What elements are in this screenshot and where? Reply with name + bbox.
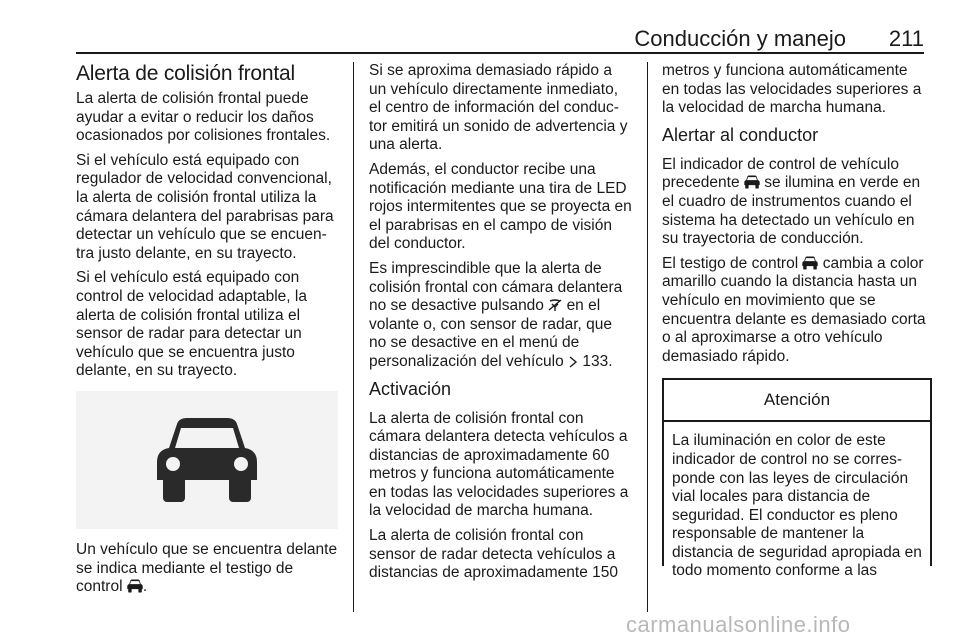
paragraph: El testigo de control cambia a color amarillo cuando la distancia hasta un vehículo en movimiento que se encuentra delante es demasiado corta o al aproximarse a otro vehículo demasiado rápido.	[662, 254, 926, 365]
warning-title: Atención	[664, 380, 930, 422]
vehicle-ahead-icon	[744, 175, 760, 189]
paragraph: La alerta de colisión frontal con cámara delantera detecta vehículos a distancias de aproximadamente 60 metros y funciona automáticamente en todas las velocidades superiores a la velocidad de marcha humana.	[369, 409, 629, 520]
steering-button-icon	[548, 298, 562, 312]
paragraph: Si se aproxima demasiado rápido a un vehículo directamente inmediato, el centro de información del conduc- tor emitirá un sonido de advertencia y una alerta.	[369, 62, 628, 154]
page-reference[interactable]: 133.	[582, 352, 613, 370]
vehicle-ahead-figure	[76, 391, 338, 529]
paragraph: La alerta de colisión frontal puede ayudar a evitar o reducir los daños ocasionados por colisiones frontales.	[76, 90, 331, 145]
paragraph: Si el vehículo está equipado con control de velocidad adaptable, la alerta de colisión frontal utiliza el sensor de radar para detectar un vehículo que se encuentra justo delante, en su trayecto.	[76, 269, 307, 380]
subheading-alert-driver: Alertar al conductor	[662, 124, 819, 145]
column-2	[369, 62, 633, 589]
warning-box	[662, 378, 932, 580]
column-3	[662, 62, 928, 580]
paragraph: Además, el conductor recibe una notificación mediante una tira de LED rojos intermitentes que se proyecta en el parabrisas en el campo de visión del conductor.	[369, 160, 632, 253]
paragraph: Si el vehículo está equipado con regulador de velocidad convencional, la alerta de colisión frontal utiliza la cámara delantera del parabrisas para detectar un vehículo que se encuen- tra justo delante, en su trayecto.	[76, 151, 334, 262]
paragraph: El indicador de control de vehículo precedente se ilumina en verde en el cuadro de instrumentos cuando el sistema ha detectado un vehículo en su trayectoria de conducción.	[662, 155, 921, 248]
vehicle-ahead-icon	[155, 416, 259, 504]
column-1	[76, 62, 340, 603]
paragraph: La alerta de colisión frontal con sensor de radar detecta vehículos a distancias de aproximadamente 150	[369, 527, 619, 582]
paragraph: metros y funciona automáticamente en todas las velocidades superiores a la velocidad de marcha humana.	[662, 62, 922, 117]
section-title: Conducción y manejo	[634, 26, 846, 51]
paragraph: Es imprescindible que la alerta de colisión frontal con cámara delantera no se desactive pulsando en el volante o, con sensor de radar, que no se desactive en el menú de personalización del vehículo 133.	[369, 259, 623, 370]
vehicle-ahead-icon	[127, 579, 143, 593]
page-header	[76, 26, 924, 52]
article-title: Alerta de colisión frontal	[76, 62, 295, 85]
column-divider-1	[353, 62, 354, 612]
page-number: 211	[888, 26, 924, 51]
vehicle-ahead-icon	[802, 256, 818, 270]
watermark: carmanualsonline.info	[626, 612, 851, 637]
subheading-activation: Activación	[369, 378, 452, 399]
column-divider-2	[647, 62, 648, 612]
paragraph: Un vehículo que se encuentra delante se indica mediante el testigo de control .	[76, 540, 338, 596]
warning-text: La iluminación en color de este indicador de control no se corres- ponde con las leyes de circulación vial locales para distancia de seguridad. El conductor es pleno responsable de mantener la distancia de seguridad apropiada en todo momento conforme a las	[672, 432, 922, 580]
page-reference-arrow-icon	[568, 356, 578, 368]
header-rule	[76, 52, 924, 54]
